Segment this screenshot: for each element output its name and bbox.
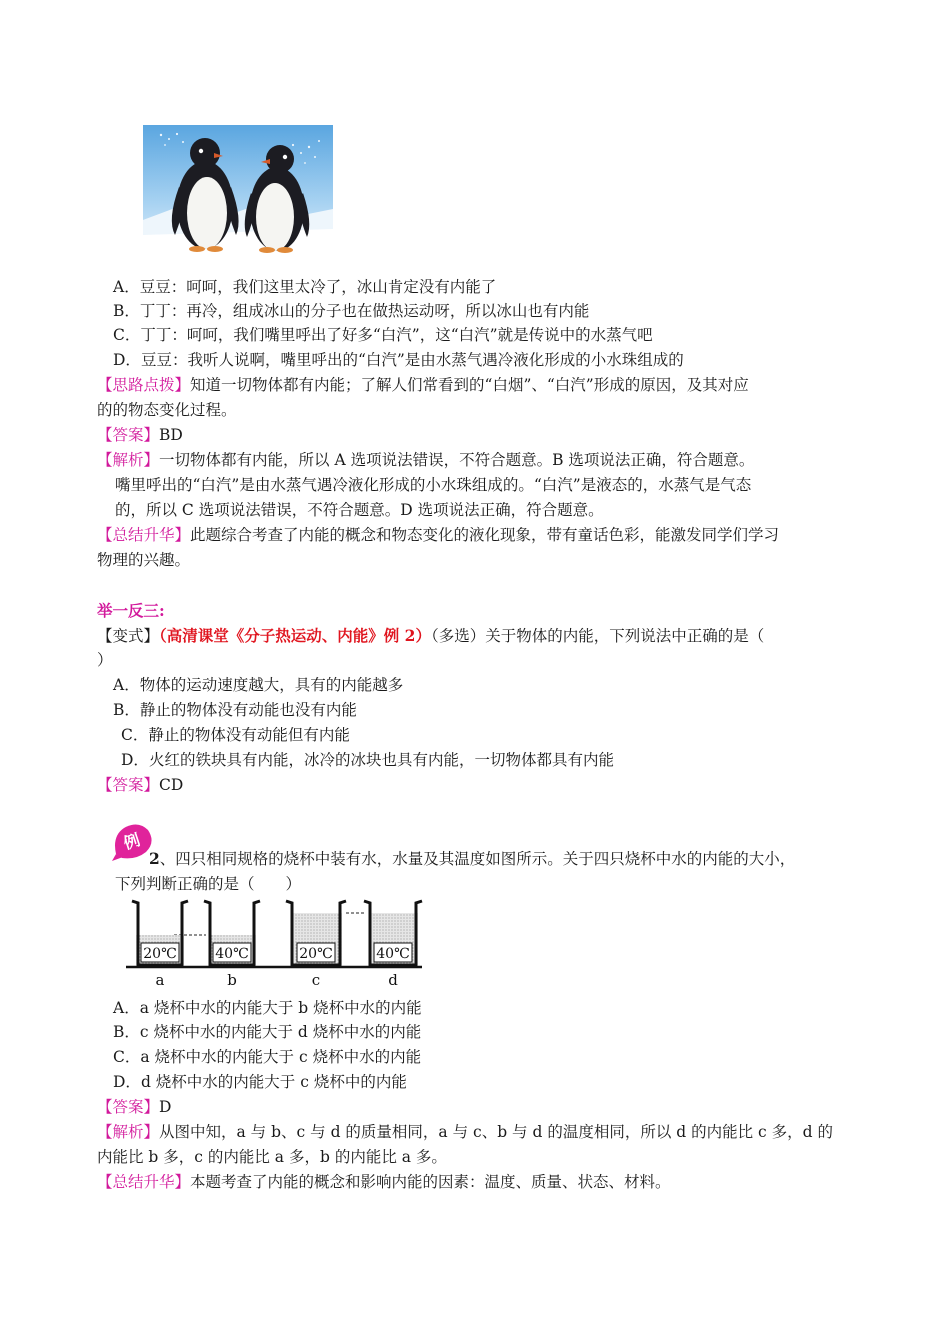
variant-question: 【变式】（高清课堂《分子热运动、内能》例 2）（多选）关于物体的内能，下列说法中正确的是（ [97, 626, 765, 645]
beaker-a [132, 901, 188, 965]
q1-hint: 【思路点拨】知道一切物体都有内能；了解人们常看到的“白烟”、“白汽”形成的原因，及其对应 [97, 376, 749, 394]
q2-analysis-cont: 内能比 b 多，c 的内能比 a 多，b 的内能比 a 多。 [97, 1148, 447, 1166]
variant-source: （高清课堂《分子热运动、内能》例 2） [159, 626, 431, 645]
q1-hint-cont: 的的物态变化过程。 [97, 401, 237, 419]
svg-text:例: 例 [121, 830, 143, 854]
q2-analysis: 【解析】从图中知，a 与 b、c 与 d 的质量相同，a 与 c、b 与 d 的温度相同，所以 d 的内能比 c 多，d 的 [97, 1123, 833, 1141]
beaker-d [364, 901, 422, 965]
q2-question-cont: 下列判断正确的是（ ） [115, 875, 302, 893]
beaker-figure [124, 893, 424, 993]
q1-summary: 【总结升华】此题综合考查了内能的概念和物态变化的液化现象，带有童话色彩，能激发同学们学习 [97, 526, 780, 544]
q1-option-b: B．丁丁：再冷，组成冰山的分子也在做热运动呀，所以冰山也有内能 [113, 302, 590, 320]
variant-question-cont: ） [97, 651, 113, 669]
beaker-label-d: d [388, 971, 398, 989]
q2-summary: 【总结升华】本题考查了内能的概念和影响内能的因素：温度、质量、状态、材料。 [97, 1173, 671, 1191]
q2-answer: 【答案】D [97, 1098, 172, 1116]
beaker-label-b: b [227, 971, 237, 989]
penguin-photo [143, 125, 333, 257]
q1-analysis-cont2: 的，所以 C 选项说法错误，不符合题意。D 选项说法正确，符合题意。 [115, 501, 604, 519]
q2-option-c: C．a 烧杯中水的内能大于 c 烧杯中水的内能 [113, 1048, 422, 1066]
svg-text:20℃: 20℃ [143, 946, 177, 962]
beaker-b [204, 901, 260, 965]
variant-option-c: C．静止的物体没有动能但有内能 [121, 726, 350, 744]
summary-tag: 【总结升华】 [97, 526, 191, 544]
variant-tag: 【变式】 [97, 627, 160, 645]
q1-analysis: 【解析】一切物体都有内能，所以 A 选项说法错误，不符合题意。B 选项说法正确，符合题意。 [97, 451, 755, 469]
q2-question: 2、四只相同规格的烧杯中装有水，水量及其温度如图所示。关于四只烧杯中水的内能的大小， [149, 849, 796, 868]
q1-analysis-cont: 嘴里呼出的“白汽”是由水蒸气遇冷液化形成的小水珠组成的。“白汽”是液态的，水蒸气是气态 [115, 476, 752, 494]
variant-option-b: B．静止的物体没有动能也没有内能 [113, 701, 357, 719]
svg-text:40℃: 40℃ [376, 946, 410, 962]
svg-text:40℃: 40℃ [215, 946, 249, 962]
q1-option-d: D．豆豆：我听人说啊，嘴里呼出的“白汽”是由水蒸气遇冷液化形成的小水珠组成的 [113, 351, 684, 369]
q2-option-d: D．d 烧杯中水的内能大于 c 烧杯中的内能 [113, 1073, 407, 1091]
beaker-c [286, 901, 346, 965]
q1-option-a: A．豆豆：呵呵，我们这里太冷了，冰山肯定没有内能了 [113, 278, 497, 296]
svg-text:20℃: 20℃ [299, 946, 333, 962]
q2-option-b: B．c 烧杯中水的内能大于 d 烧杯中水的内能 [113, 1023, 422, 1041]
q1-option-c: C．丁丁：呵呵，我们嘴里呼出了好多“白汽”，这“白汽”就是传说中的水蒸气吧 [113, 326, 653, 344]
beaker-label-a: a [155, 971, 165, 989]
variant-option-d: D．火红的铁块具有内能，冰冷的冰块也具有内能，一切物体都具有内能 [121, 751, 614, 769]
q2-option-a: A．a 烧杯中水的内能大于 b 烧杯中水的内能 [113, 999, 422, 1017]
variant-answer: 【答案】CD [97, 776, 184, 794]
variant-heading: 举一反三: [97, 601, 165, 620]
q1-answer: 【答案】BD [97, 426, 183, 444]
answer-tag: 【答案】 [97, 426, 160, 444]
hint-tag: 【思路点拨】 [97, 376, 191, 394]
analysis-tag: 【解析】 [97, 451, 160, 469]
q1-summary-cont: 物理的兴趣。 [97, 551, 191, 569]
beaker-label-c: c [311, 971, 321, 989]
variant-option-a: A．物体的运动速度越大，具有的内能越多 [113, 676, 404, 694]
example-badge-icon [110, 822, 154, 862]
